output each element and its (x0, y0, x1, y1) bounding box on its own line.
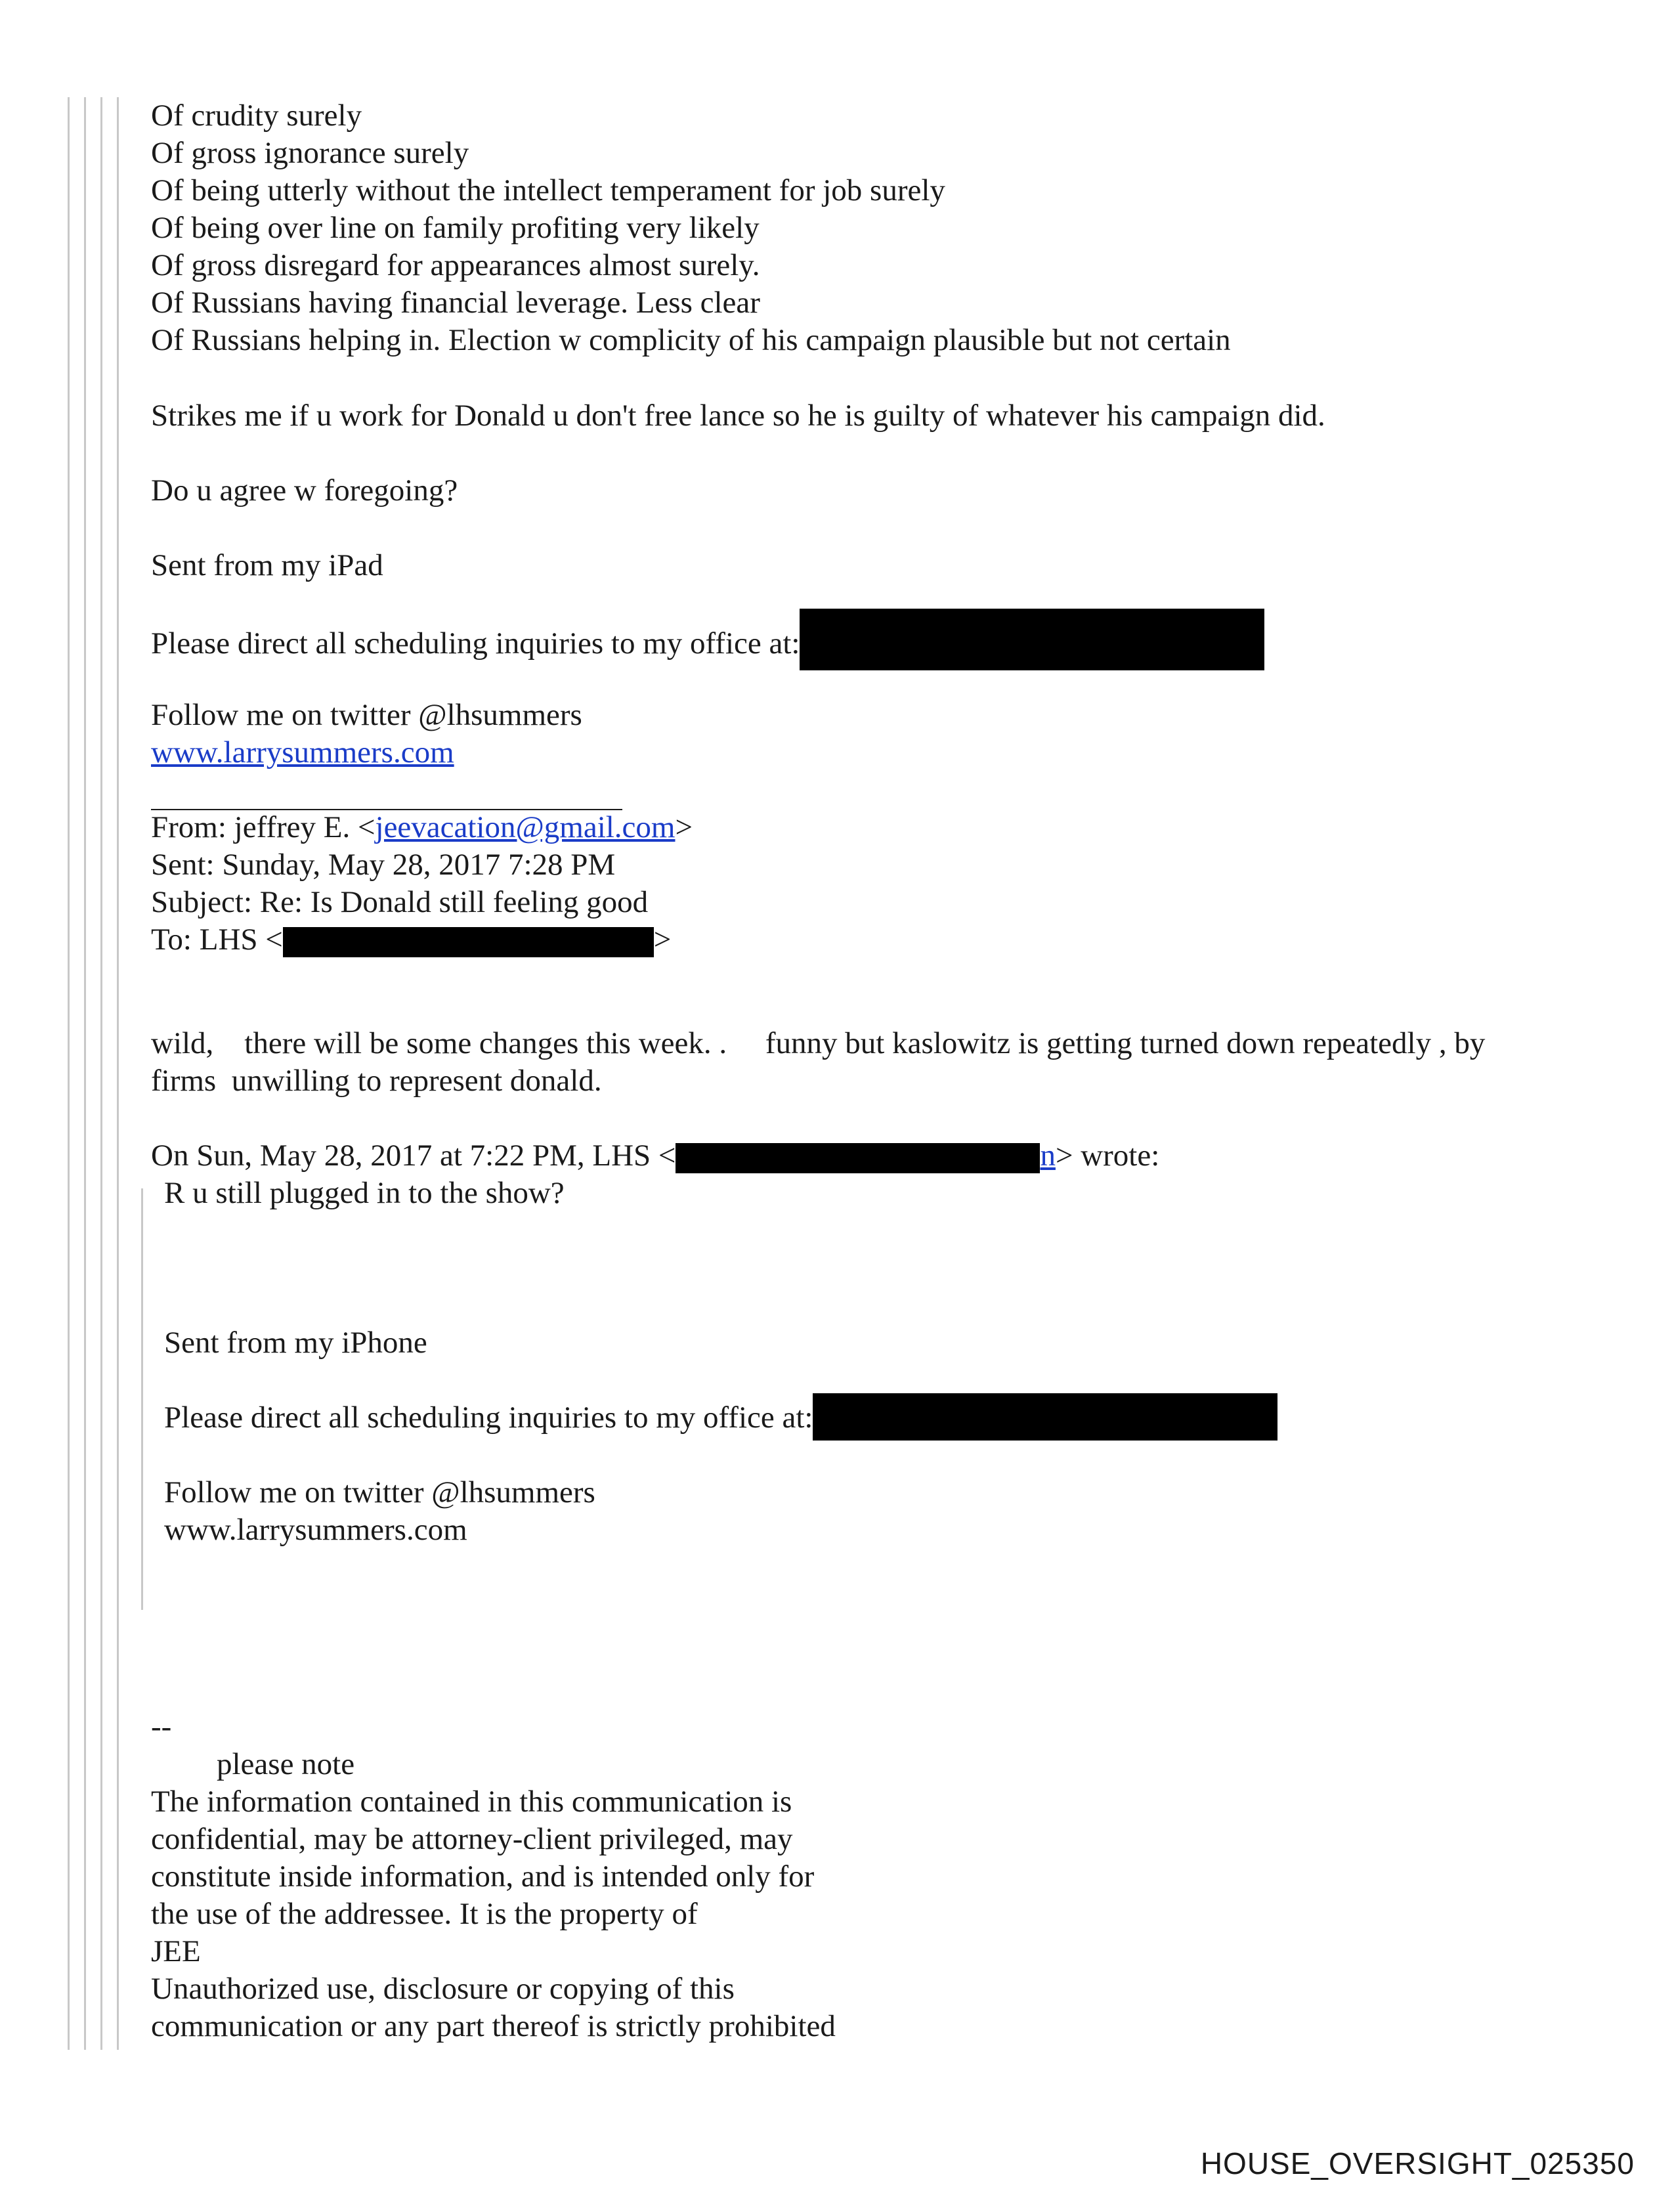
disclaimer-line: Unauthorized use, disclosure or copying of this (151, 1972, 735, 2006)
quote-bar (84, 97, 86, 2050)
attribution-text: On Sun, May 28, 2017 at 7:22 PM, LHS < (151, 1139, 676, 1173)
body-line: Of being utterly without the intellect temperament for job surely (151, 173, 945, 207)
redaction (283, 927, 654, 957)
attribution-email-tail[interactable]: n (1040, 1139, 1056, 1173)
disclaimer-line: the use of the addressee. It is the property of (151, 1897, 698, 1931)
from-close: > (675, 810, 693, 844)
quoted-question: R u still plugged in to the show? (164, 1176, 565, 1210)
quote-bar (141, 1188, 143, 1610)
body-line: Of gross disregard for appearances almost surely. (151, 248, 760, 282)
quote-bar (117, 97, 119, 2050)
body-line: Of Russians having financial leverage. Less clear (151, 286, 760, 320)
header-sent: Sent: Sunday, May 28, 2017 7:28 PM (151, 848, 616, 882)
signature-note: please note (217, 1747, 355, 1781)
reply-line: firms unwilling to represent donald. (151, 1064, 602, 1098)
quote-attribution (151, 1137, 1159, 1175)
signature-dashes: -- (151, 1710, 172, 1744)
bates-number: HOUSE_OVERSIGHT_025350 (1200, 2146, 1635, 2180)
quote-bar (68, 97, 70, 2050)
disclaimer-line: confidential, may be attorney-client privileged, may (151, 1822, 793, 1856)
quoted-website: www.larrysummers.com (164, 1513, 467, 1547)
header-to (151, 921, 671, 959)
reply-line: wild, there will be some changes this week. . funny but kaslowitz is getting turned down repeatedly , by (151, 1026, 1486, 1060)
redaction (800, 609, 1264, 670)
to-label: To: LHS < (151, 922, 283, 957)
scheduling-text: Please direct all scheduling inquiries to my office at: (151, 626, 800, 661)
disclaimer-line: The information contained in this communication is (151, 1785, 792, 1819)
body-line: Strikes me if u work for Donald u don't free lance so he is guilty of whatever his campaign did. (151, 399, 1325, 433)
body-line: Do u agree w foregoing? (151, 473, 458, 508)
disclaimer-line: constitute inside information, and is intended only for (151, 1859, 815, 1894)
from-email-link[interactable]: jeevacation@gmail.com (375, 810, 676, 844)
body-line: Of Russians helping in. Election w complicity of his campaign plausible but not certain (151, 323, 1231, 357)
disclaimer-line: JEE (151, 1934, 201, 1968)
scheduling-text: Please direct all scheduling inquiries to my office at: (164, 1400, 813, 1435)
redaction (676, 1143, 1040, 1173)
sent-from: Sent from my iPad (151, 548, 383, 582)
quoted-scheduling-line (164, 1399, 1277, 1441)
body-line: Of crudity surely (151, 98, 362, 133)
from-label: From: jeffrey E. < (151, 810, 376, 844)
body-line: Of gross ignorance surely (151, 136, 469, 170)
redaction (813, 1393, 1277, 1441)
twitter-line: Follow me on twitter @lhsummers (151, 698, 582, 732)
disclaimer-line: communication or any part thereof is strictly prohibited (151, 2009, 836, 2043)
attribution-wrote: > wrote: (1055, 1139, 1160, 1173)
scheduling-line (151, 622, 1264, 670)
body-line: Of being over line on family profiting very likely (151, 211, 760, 245)
header-from (151, 809, 693, 846)
quote-bar (100, 97, 102, 2050)
header-subject: Subject: Re: Is Donald still feeling good (151, 885, 649, 919)
to-close: > (653, 922, 672, 957)
quoted-sent-from: Sent from my iPhone (164, 1326, 427, 1360)
quoted-twitter: Follow me on twitter @lhsummers (164, 1475, 595, 1509)
website-link[interactable]: www.larrysummers.com (151, 735, 454, 770)
